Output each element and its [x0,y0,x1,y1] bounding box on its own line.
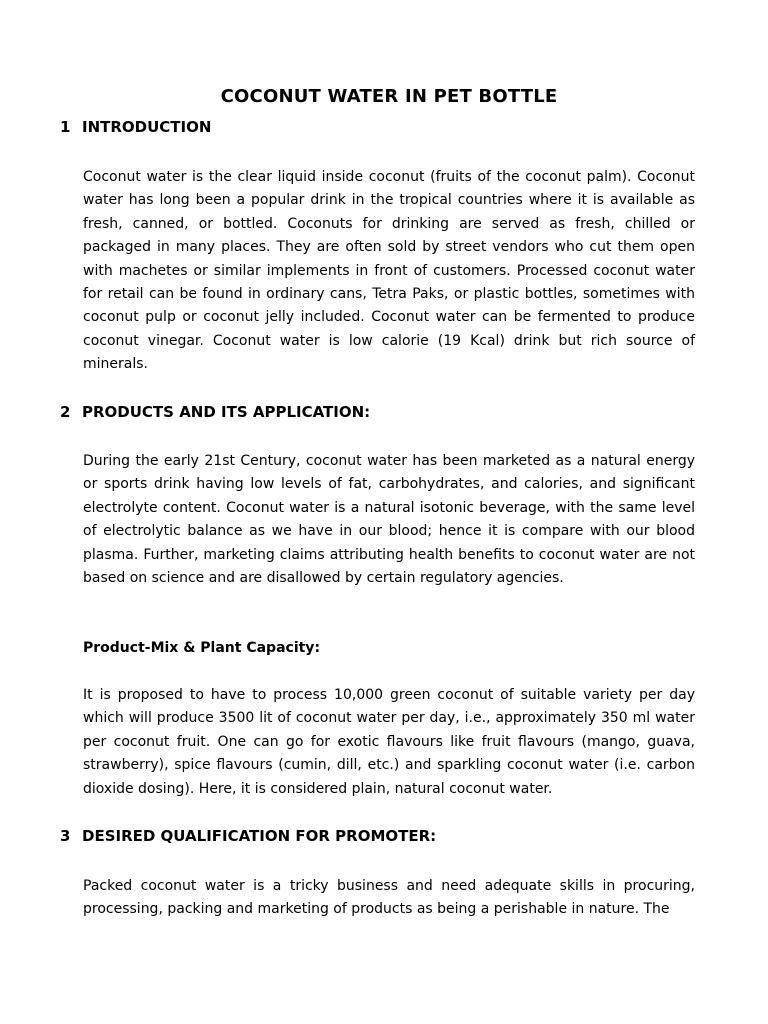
products-paragraph: During the early 21st Century, coconut water has been marketed as a natural energy or sports drink having low levels of fat, carbohydrates, and calories, and significant electrolyte content. Coconut water is a natural isotonic beverage, with the same level of electrolytic balance as we have in our blood; hence it is compare with our blood plasma. Further, marketing claims attributing health benefits to coconut water are not based on science and are disallowed by certain regulatory agencies. [83,453,695,587]
document-title: COCONUT WATER IN PET BOTTLE [220,86,558,107]
section-heading-products [60,403,370,421]
section-heading-qualification [60,827,436,845]
introduction-paragraph: Coconut water is the clear liquid inside coconut (fruits of the coconut palm). Coconut water has long been a popular drink in the tropical countries where it is available as fresh, canned, or bottled. Coconuts for drinking are served as fresh, chilled or packaged in many places. They are often sold by street vendors who cut them open with machetes or similar implements in front of customers. Processed coconut water for retail can be found in ordinary cans, Tetra Paks, or plastic bottles, sometimes with coconut pulp or coconut jelly included. Coconut water can be fermented to produce coconut vinegar. Coconut water is low calorie (19 Kcal) drink but rich source of minerals. [83,169,695,373]
subheading-product-mix: Product-Mix & Plant Capacity: [83,640,321,656]
section-number: 3 [60,827,71,845]
section-heading-text: DESIRED QUALIFICATION FOR PROMOTER: [82,827,437,845]
section-heading-introduction [60,118,211,136]
qualification-paragraph: Packed coconut water is a tricky business and need adequate skills in procuring, processing, packing and marketing of products as being a perishable in nature. The [83,878,695,918]
section-number: 2 [60,403,71,421]
section-heading-text: PRODUCTS AND ITS APPLICATION: [82,403,371,421]
section-heading-text: INTRODUCTION [82,118,212,136]
section-number: 1 [60,118,71,136]
product-mix-paragraph: It is proposed to have to process 10,000 green coconut of suitable variety per day which will produce 3500 lit of coconut water per day, i.e., approximately 350 ml water per coconut fruit. One can go for exotic flavours like fruit flavours (mango, guava, strawberry), spice flavours (cumin, dill, etc.) and sparkling coconut water (i.e. carbon dioxide dosing). Here, it is considered plain, natural coconut water. [83,687,695,797]
